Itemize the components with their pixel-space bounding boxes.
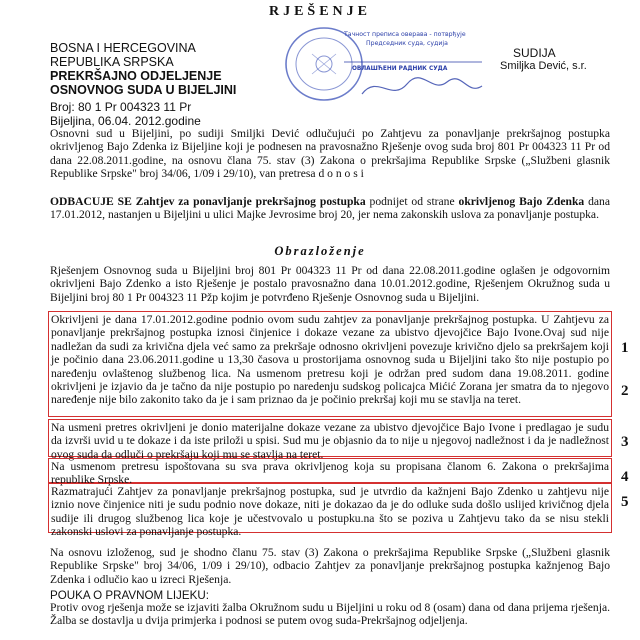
judge-name: Smiljka Dević, s.r. [500,60,587,72]
case-reference [50,100,201,128]
stamp-line2: Председник суда, судија [366,40,448,47]
case-number: Broj: 80 1 Pr 004323 11 Pr [50,100,192,114]
marker-3: 3 [621,434,629,450]
highlight-box-2: Na usmeni pretres okrivljeni je donio materijalne dokaze vezane za ubistvo djevojčice Bajo Ivone i predlagao je sudu da izvrši uvid u te dokaze i da iste priloži u spisi. Sud mu je objasnio da to nije u njegovoj nadležnost i da je nadležnost ovog suda da odluči o prekršaju koji mu se stavlja na teret. [48,419,612,457]
reasoning-paragraph-1: Rješenjem Osnovnog suda u Bijeljini broj 801 Pr 004323 11 Pr od dana 22.08.2011.godine oglašen je odgovornim okrivljeni Bajo Zdenko a isto Rješenje je postalo pravosnažno dana 10.01.2012.godine, Rješenjem Okružnog suda u Bijeljini broj 80 1 Pr 004323 11 Pžp kojim je potvrđeno Rješenje Osnovnog suda u Bijeljini. [50,264,610,304]
judge-label: SUDIJA [513,46,556,60]
document-title: RJEŠENJE [268,4,372,19]
header-country: BOSNA I HERCEGOVINA [50,41,196,55]
basis-paragraph: Na osnovu izloženog, sud je shodno članu 75. stav (3) Zakona o prekršajima Republike Srpske („Službeni glasnik Republike Srpske" broj 34/06, 1/09 i 29/10), odbacio Zahtjev za ponavljanje prekršajnog postupka kažnjenog Bajo Zdenka i odlučio kao u izreci Rješenja. [50,546,610,586]
highlight-box-1: Okrivljeni je dana 17.01.2012.godine podnio ovom sudu zahtjev za ponavljanje prekršajnog postupka. U Zahtjevu za ponavljanje prekršajnog postupka iznosi činjenice i dokaze vezane za ubistvo djevojčice Bajo Ivone.Ovaj sud nije nadležan da sudi za krivična djela već samo za prekršaje odnosno okrivljeni povezuje krivično djelo sa prekršajem koji je počinio dana 23.06.2011.godine u 13,30 časova u prostorijama osnovnog suda u Bijeljini tako što nije postupio po naređenju ovlaštenog službenog lica. Na usmenom pretresu koji je održan pred sudom dana 19.08.2011. godine okrivljeni je izjavio da je tačno da nije postupio po naredenju sudskog policajca Mićić Zorana jer smatra da to njegovo naređenje nije bilo zakonito tako da je i sam priznao da je počinio prekršaj koji mu se stavlja na teret. [48,311,612,417]
header-republic: REPUBLIKA SRPSKA [50,55,174,69]
marker-5: 5 [621,494,629,510]
dispositive-bold: ODBACUJE SE Zahtjev za ponavljanje prekršajnog postupka [50,195,366,208]
dispositive-rest: dana 17.01.2012, nastanjen u Bijeljini u ulici Majke Jevrosime broj 20, jer nema zakonskih uslova za ponavljanje postupka. [50,195,610,222]
highlight-box-4: Razmatrajući Zahtjev za ponavljanje prekršajnog postupka, sud je utvrdio da kažnjeni Bajo Zdenko u zahtjevu nije iznio nove činjenice niti je sudu podnio nove dokaze, niti je dokazao da je do odluke suda došlo uslijed krivičnog djela sudije ili drugog službenog lica koje je učestvovalo u postupku.na što se poziva u Zahtjevu tako da se nisu stekli zakonski uslovi za ponavljanje postupka. [48,483,612,533]
stamp-line1: Тачност преписа оверава - потврђује [344,31,466,38]
header-court: OSNOVNOG SUDA U BIJELJINI [50,83,237,97]
case-date: Bijeljina, 06.04. 2012.godine [50,114,201,128]
legal-remedy-text: Protiv ovog rješenja može se izjaviti žalba Okružnom sudu u Bijeljini u roku od 8 (osam) dana od dana prijema rješenja. Žalba se dostavlja u dvija primjerka i podnosi se putem ovog suda-Prekršajnog odjeljenja. [50,601,610,628]
intro-paragraph: Osnovni sud u Bijeljini, po sudiji Smiljki Dević odlučujući po Zahtjevu za ponavljanje prekršajnog postupka okrivljenog Bajo Zdenka iz Bijeljine koji je podnesen na pravosnažno Rješenje ovog suda broj 801 Pr 004323 11 Pr od dana 22.08.2011.godine, na osnovu člana 75. stav (3) Zakona o prekršajima Republike Srpske („Službeni glasnik Republike Srpske" broj 34/06, 1/09 i 29/10), van pretresa d o n o s i [50,127,610,181]
marker-4: 4 [621,469,629,485]
legal-remedy-title: POUKA O PRAVNOM LIJEKU: [50,589,209,602]
reasoning-heading: Obrazloženje [274,244,366,258]
highlight-box-3: Na usmenom pretresu ispoštovana su sva prava okrivljenog koja su propisana članom 6. Zakona o prekršajima republike Srpske. [48,458,612,483]
marker-1: 1 [621,340,629,356]
marker-2: 2 [621,383,629,399]
header-department: PREKRŠAJNO ODJELJENJE [50,69,222,83]
stamp-line3: ОВЛАШЋЕНИ РАДНИК СУДА [352,66,448,72]
dispositive-bold2: okrivljenog Bajo Zdenka [458,195,585,208]
dispositive-paragraph [50,195,610,222]
dispositive-mid: podnijet od strane [365,195,459,208]
court-stamp [282,24,492,104]
court-header [50,41,236,97]
